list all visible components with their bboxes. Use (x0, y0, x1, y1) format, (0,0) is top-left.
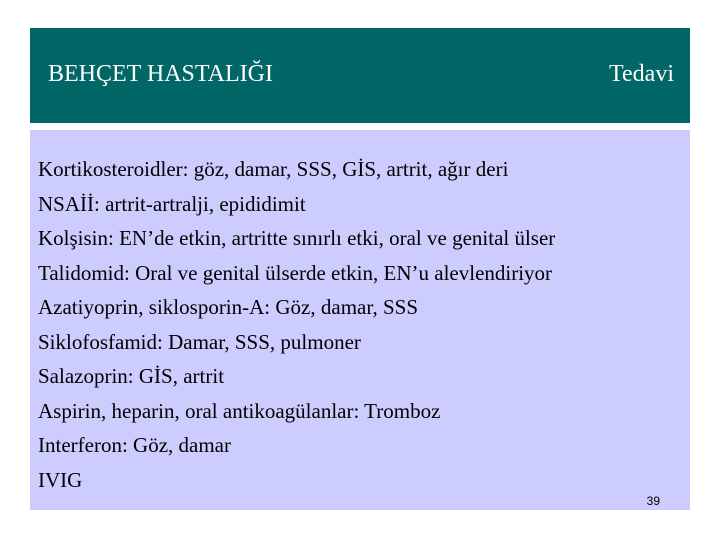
slide-content (30, 130, 690, 510)
section-title: Tedavi (609, 61, 674, 87)
list-item: NSAİİ: artrit-artralji, epididimit (38, 191, 306, 216)
treatment-list (38, 152, 555, 497)
list-item: Talidomid: Oral ve genital ülserde etkin, EN’u alevlendiriyor (38, 260, 553, 285)
list-item: Azatiyoprin, siklosporin-A: Göz, damar, SSS (38, 295, 419, 319)
list-item: Interferon: Göz, damar (38, 433, 231, 457)
list-item: Kolşisin: EN’de etkin, artritte sınırlı etki, oral ve genital ülser (38, 226, 556, 250)
page-number: 39 (646, 494, 660, 508)
slide-title: BEHÇET HASTALIĞI (48, 61, 273, 87)
list-item: Aspirin, heparin, oral antikoagülanlar: Tromboz (38, 398, 441, 423)
list-item: Kortikosteroidler: göz, damar, SSS, GİS, artrit, ağır deri (38, 157, 509, 181)
list-item: Salazoprin: GİS, artrit (38, 364, 225, 388)
list-item: IVIG (38, 467, 83, 492)
list-item: Siklofosfamid: Damar, SSS, pulmoner (38, 329, 361, 354)
slide-header (30, 28, 690, 123)
